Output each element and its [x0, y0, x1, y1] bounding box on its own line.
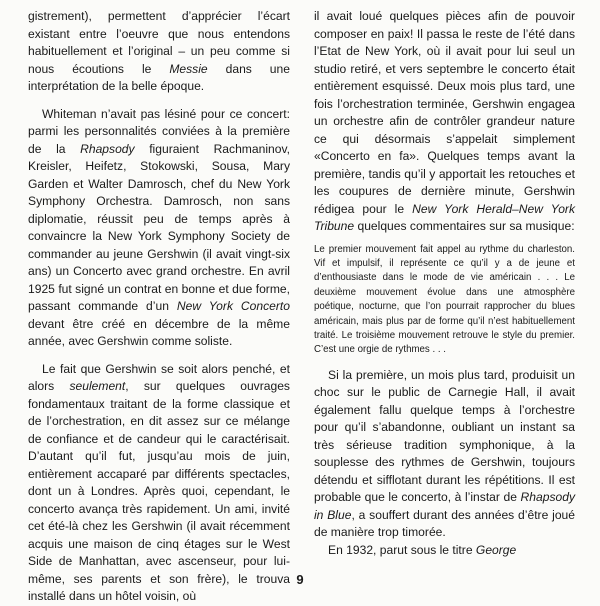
paragraph: En 1932, parut sous le titre George: [328, 542, 517, 557]
emphasis: Messie: [169, 61, 208, 76]
right-column: [314, 8, 575, 559]
emphasis: seulement: [69, 379, 126, 393]
paragraph: Si la première, un mois plus tard, produisit un choc sur le public de Carnegie Hall, il avait également fallu quelque temps à l’orchestre pour qu’il s’abandonne, oubliant un instant sa très sérieuse tradition symphonique, à la souplesse des rythmes de Gershwin, toujours détendu et sifflotant durant les répétitions. Il est probable que le concerto, à l’instar de Rhapsody in Blue, a souffert durant des années d’être joué de manière trop timorée.: [314, 367, 575, 540]
emphasis: Rhapsody: [80, 141, 135, 156]
emphasis: Rhapsody in Blue: [314, 490, 575, 522]
emphasis: New York Concerto: [176, 299, 290, 313]
paragraph: Whiteman n’avait pas lésiné pour ce concert: parmi les personnalités conviées à la première de la Rhapsody figuraient Rachmaninov, Kreisler, Heifetz, Stokowski, Sousa, Mary Garden et Walter Damrosch, chef du New York Symphony Orchestra. Damrosch, non sans diplomatie, réussit peu de temps après à convaincre la New York Symphony Society de commander au jeune Gershwin (il avait vingt-six ans) un Concerto avec grand orchestre. En avril 1925 fut signé un contrat en bonne et due forme, passant commande d’un New York Concerto devant être créé en décembre de la même année, avec Gershwin comme soliste.: [28, 106, 290, 348]
gershwin-quote: Le premier mouvement fait appel au rythme du charleston. Vif et impulsif, il représente ce qu’il y a de jeune et d’enthousiaste dans le mode de vie américain . . . Le deuxième mouvement évolue dans une atmosphère poétique, nocturne, que l’on pourrait rapprocher du blues américain, mais plus par de forme qu’il n’est habituellement traité. Le troisième mouvement retrouve le style du premier. C’est une orgie de rythmes . . .: [314, 243, 575, 356]
page-number: 9: [296, 572, 304, 587]
left-column: [28, 8, 290, 606]
emphasis: New York Herald–New York Tribune: [314, 201, 576, 233]
paragraph: il avait loué quelques pièces afin de pouvoir composer en paix! Il passa le reste de l’été dans l’Etat de New York, où il avait pour lui seul un studio retiré, et vers septembre le concerto était entièrement esquissé. Deux mois plus tard, une fois l’orchestration terminée, Gershwin engagea un orchestre afin de contrôler grandeur nature ce qui désormais s’appelait simplement «Concerto en fa». Quelques temps avant la première, tandis qu’il y apportait les retouches et les coupures de dernière minute, Gershwin rédigea pour le New York Herald–New York Tribune quelques commentaires sur sa musique:: [314, 9, 576, 233]
paragraph: Le fait que Gershwin se soit alors penché, et alors seulement, sur quelques ouvrages fondamentaux traitant de la forme classique et de l’orchestration, en dit assez sur ce mélange de confiance et de candeur qui le caractérisait. D’autant qu’il fut, jusqu’au mois de juin, entièrement accaparé par différents spectacles, dont un à Londres. Après quoi, cependant, le concerto avança très rapidement. Un ami, invité cet été-là chez les Gershwin (il avait récemment acquis une maison de cinq étages sur le West Side de Manhattan, avec ascenseur, pour lui-même, ses parents et son frère), le trouva installé dans un hôtel voisin, où: [28, 361, 290, 603]
paragraph: gistrement), permettent d’apprécier l’écart existant entre l’oeuvre que nous entendons habituellement et l’original – un peu comme si nous écoutions le Messie dans une interprétation de la belle époque.: [28, 9, 290, 93]
emphasis: George: [475, 542, 517, 557]
